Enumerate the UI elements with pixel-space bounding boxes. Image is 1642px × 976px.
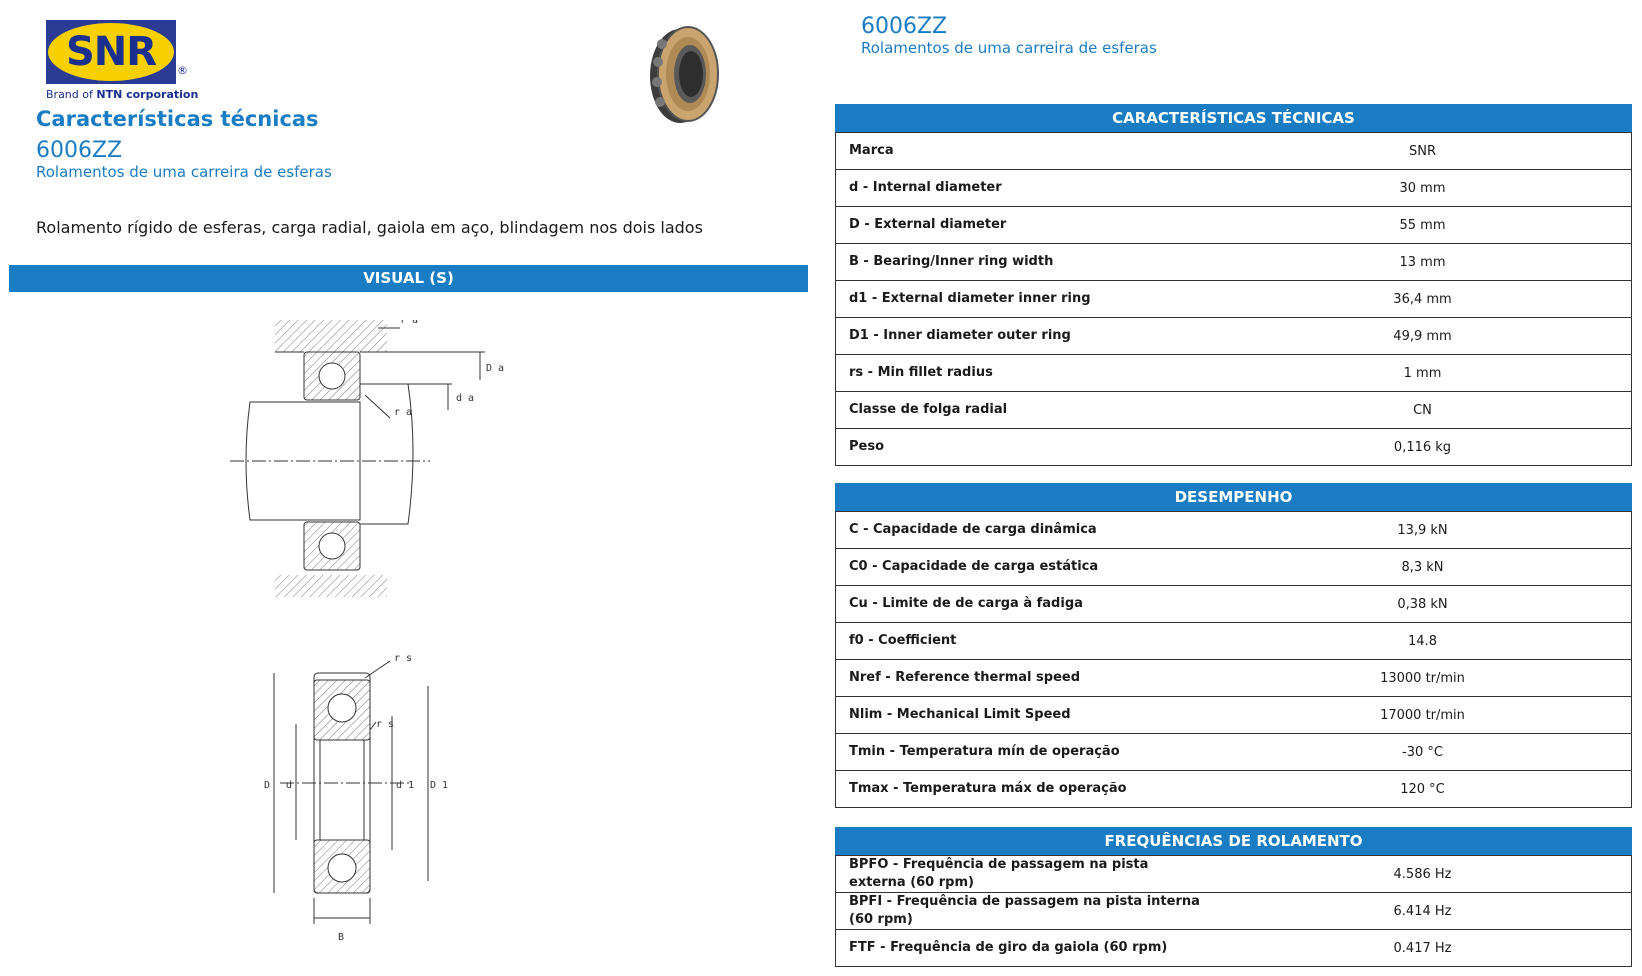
row-value: 13000 tr/min (1380, 670, 1465, 686)
row-value: 17000 tr/min (1380, 707, 1465, 723)
row-label: BPFI - Frequência de passagem na pista interna (60 rpm) (849, 894, 1200, 927)
label-rs-mid: r s (376, 719, 395, 730)
row-value: 8,3 kN (1401, 559, 1444, 575)
visual-section-header: VISUAL (S) (9, 265, 808, 292)
row-label: Nlim - Mechanical Limit Speed (849, 707, 1071, 722)
row-label: Cu - Limite de de carga à fadiga (849, 596, 1083, 611)
label-ra-top: r a (400, 320, 419, 326)
row-label: d1 - External diameter inner ring (849, 291, 1091, 306)
spec-table (835, 855, 1632, 967)
registered-mark: ® (177, 64, 188, 77)
row-label: Classe de folga radial (849, 402, 1008, 417)
table-row (836, 280, 1631, 317)
table-row (836, 132, 1631, 169)
right-product-subtitle: Rolamentos de uma carreira de esferas (861, 39, 1157, 57)
row-value: 6.414 Hz (1393, 903, 1452, 919)
row-label: rs - Min fillet radius (849, 365, 993, 380)
label-ra-mid: r a (394, 407, 413, 418)
row-label: Tmin - Temperatura mín de operação (849, 744, 1120, 759)
section-header: DESEMPENHO (835, 483, 1632, 511)
row-label: Nref - Reference thermal speed (849, 670, 1081, 685)
section-header: FREQUÊNCIAS DE ROLAMENTO (835, 827, 1632, 855)
row-label: C - Capacidade de carga dinâmica (849, 522, 1097, 537)
table-row (836, 929, 1631, 966)
table-row (836, 696, 1631, 733)
row-label: Tmax - Temperatura máx de operação (849, 781, 1127, 796)
table-row (836, 548, 1631, 585)
right-product-model: 6006ZZ (861, 14, 948, 39)
product-description: Rolamento rígido de esferas, carga radial, gaiola em aço, blindagem nos dois lados (36, 218, 703, 237)
row-value: 1 mm (1403, 365, 1442, 381)
row-value: SNR (1408, 143, 1436, 159)
snr-logo (46, 20, 199, 102)
page-title: Características técnicas (36, 107, 319, 131)
row-label: d - Internal diameter (849, 180, 1002, 195)
table-row (836, 770, 1631, 807)
row-value: 13,9 kN (1397, 522, 1448, 538)
row-value: -30 °C (1402, 744, 1443, 760)
row-value: 0,116 kg (1393, 439, 1452, 455)
table-row (836, 317, 1631, 354)
logo-tagline (46, 88, 198, 101)
row-label: FTF - Frequência de giro da gaiola (60 rpm) (849, 940, 1168, 955)
row-value: 120 °C (1400, 781, 1445, 797)
table-row (836, 169, 1631, 206)
section-frequencies (835, 827, 1632, 967)
row-label: C0 - Capacidade de carga estática (849, 559, 1099, 574)
table-row (836, 855, 1631, 892)
table-row (836, 206, 1631, 243)
table-row (836, 428, 1631, 465)
section-performance (835, 483, 1632, 808)
row-value: 14.8 (1408, 633, 1437, 649)
row-label: Peso (849, 439, 885, 454)
table-row (836, 354, 1631, 391)
table-row (836, 585, 1631, 622)
table-row (836, 511, 1631, 548)
row-value: 49,9 mm (1393, 328, 1452, 344)
label-rs-top: r s (394, 653, 413, 664)
row-label: D1 - Inner diameter outer ring (849, 328, 1071, 343)
bearing-photo (640, 22, 728, 126)
label-D1: D 1 (430, 780, 449, 791)
row-value: 30 mm (1399, 180, 1446, 196)
row-value: 55 mm (1399, 217, 1446, 233)
label-Da: D a (486, 363, 505, 374)
tagline-prefix: Brand of (46, 88, 97, 101)
logo-badge (46, 20, 176, 84)
logo-text: SNR (65, 29, 157, 75)
logo-oval (48, 23, 174, 81)
row-label: BPFO - Frequência de passagem na pista externa (60 rpm) (849, 857, 1149, 890)
row-label: B - Bearing/Inner ring width (849, 254, 1054, 269)
table-row (836, 622, 1631, 659)
table-row (836, 892, 1631, 929)
label-D: D (264, 780, 271, 791)
row-value: 4.586 Hz (1393, 866, 1452, 882)
row-label: f0 - Coefficient (849, 633, 957, 648)
row-value: CN (1413, 402, 1432, 418)
row-label: Marca (849, 143, 894, 158)
row-value: 0.417 Hz (1393, 940, 1452, 956)
tagline-company: NTN corporation (96, 88, 199, 101)
label-d1: d 1 (396, 780, 415, 791)
row-value: 13 mm (1399, 254, 1446, 270)
row-label: D - External diameter (849, 217, 1007, 232)
label-d: d (286, 780, 293, 791)
table-row (836, 391, 1631, 428)
label-da: d a (456, 393, 475, 404)
product-model: 6006ZZ (36, 138, 123, 163)
label-B: B (338, 932, 345, 943)
product-subtitle: Rolamentos de uma carreira de esferas (36, 163, 332, 181)
row-value: 0,38 kN (1397, 596, 1448, 612)
row-value: 36,4 mm (1393, 291, 1452, 307)
spec-table (835, 132, 1632, 466)
table-row (836, 733, 1631, 770)
section-header: CARACTERÍSTICAS TÉCNICAS (835, 104, 1632, 132)
bearing-technical-drawing (230, 320, 540, 972)
table-row (836, 659, 1631, 696)
table-row (836, 243, 1631, 280)
spec-table (835, 511, 1632, 808)
section-technical (835, 104, 1632, 466)
